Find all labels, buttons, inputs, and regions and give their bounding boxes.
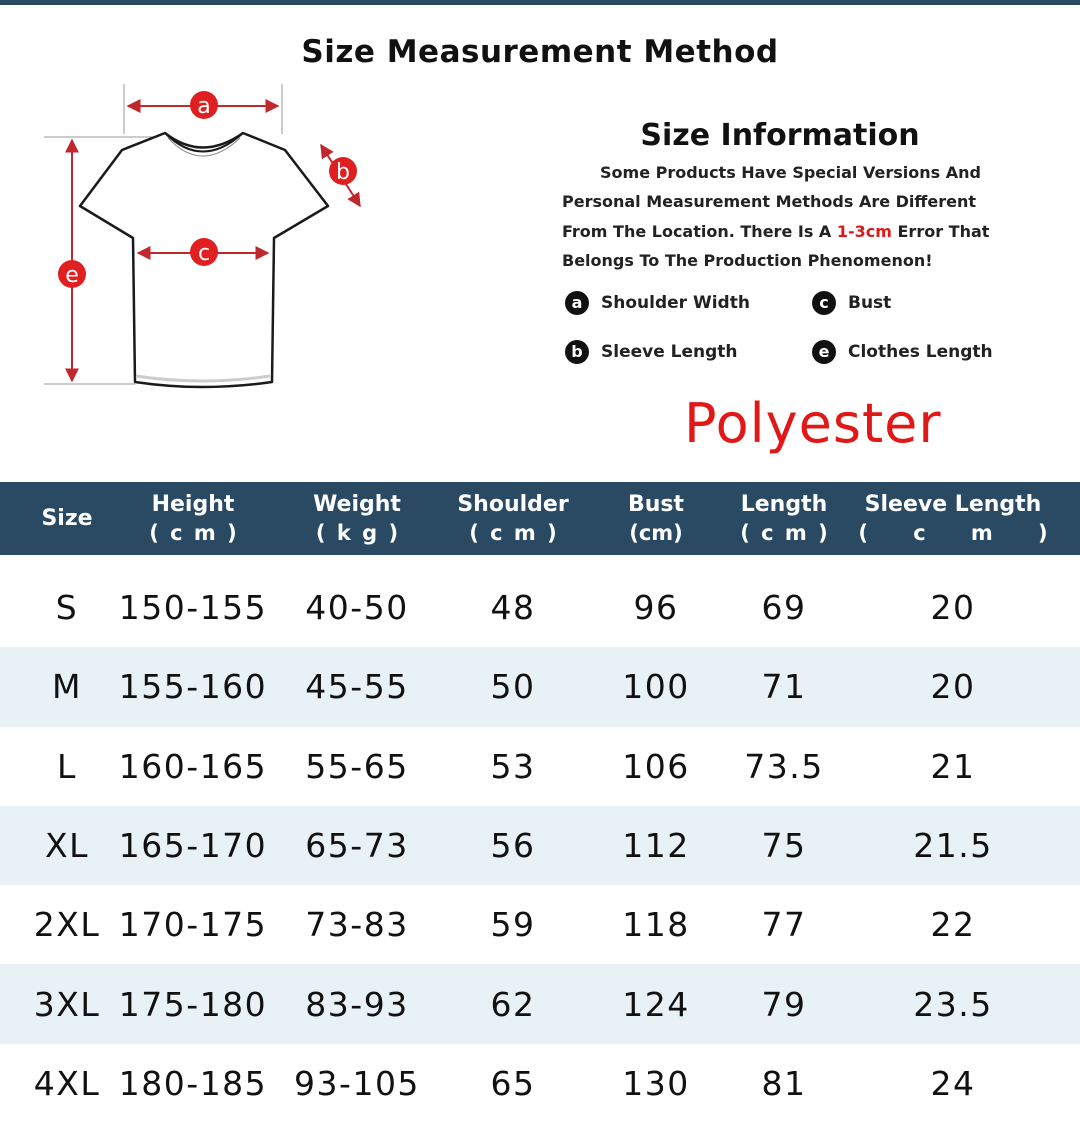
svg-text:a: a: [197, 94, 211, 119]
svg-text:b: b: [336, 160, 350, 185]
top-bar: [0, 0, 1080, 5]
label-b: [329, 157, 357, 185]
size-table-body: [0, 568, 1080, 1123]
table-cell: 170-175: [118, 905, 268, 945]
info-line-1: Some Products Have Special Versions And: [600, 163, 981, 182]
table-row: [0, 1044, 1080, 1123]
svg-text:e: e: [65, 263, 79, 288]
header-height: Height ( c m ): [149, 491, 237, 545]
legend-badge-c: c: [812, 291, 836, 315]
table-cell: 65-73: [305, 826, 409, 866]
table-cell: 59: [490, 905, 536, 945]
error-highlight: 1-3cm: [836, 221, 892, 241]
page-title: Size Measurement Method: [301, 34, 779, 70]
header-bust: Bust (cm): [627, 491, 685, 545]
table-row: [0, 727, 1080, 806]
table-cell: 21.5: [913, 826, 993, 866]
table-cell: 77: [761, 905, 807, 945]
table-cell: 150-155: [118, 588, 268, 628]
table-cell: M: [52, 667, 82, 707]
info-line-4: Belongs To The Production Phenomenon!: [562, 250, 933, 270]
info-line-2: Personal Measurement Methods Are Different: [562, 192, 976, 212]
table-cell: 45-55: [305, 667, 409, 707]
table-cell: 55-65: [305, 746, 409, 786]
table-cell: 24: [930, 1063, 976, 1103]
table-cell: S: [55, 588, 79, 628]
table-cell: 130: [622, 1063, 690, 1103]
legend-sleeve-length: b Sleeve Length: [565, 340, 738, 364]
table-cell: 112: [622, 826, 690, 866]
table-row: [0, 964, 1080, 1043]
label-a: [190, 91, 218, 119]
legend-shoulder-width: a Shoulder Width: [565, 291, 750, 315]
legend-badge-b: b: [565, 340, 589, 364]
table-cell: 83-93: [305, 984, 409, 1024]
tshirt-diagram: [30, 78, 370, 398]
size-information-text: [562, 158, 1012, 275]
header-length: Length ( c m ): [740, 491, 828, 545]
legend-clothes-length: e Clothes Length: [812, 340, 993, 364]
table-cell: 96: [633, 588, 679, 628]
table-cell: 73-83: [305, 905, 409, 945]
table-cell: XL: [45, 826, 89, 866]
table-cell: L: [57, 746, 77, 786]
label-c: [190, 238, 218, 266]
table-cell: 53: [490, 746, 536, 786]
label-e: [58, 260, 86, 288]
table-cell: 23.5: [913, 984, 993, 1024]
table-cell: 75: [761, 826, 807, 866]
table-cell: 175-180: [118, 984, 268, 1024]
table-row: [0, 568, 1080, 647]
table-cell: 100: [622, 667, 690, 707]
table-cell: 180-185: [118, 1063, 268, 1103]
table-cell: 124: [622, 984, 690, 1024]
table-cell: 20: [930, 667, 976, 707]
table-cell: 2XL: [33, 905, 101, 945]
table-cell: 71: [761, 667, 807, 707]
table-row: [0, 885, 1080, 964]
table-cell: 106: [622, 746, 690, 786]
table-cell: 4XL: [33, 1063, 101, 1103]
header-size: Size: [41, 505, 93, 531]
table-cell: 20: [930, 588, 976, 628]
table-cell: 65: [490, 1063, 536, 1103]
table-cell: 155-160: [118, 667, 268, 707]
legend-bust: c Bust: [812, 291, 891, 315]
table-cell: 69: [761, 588, 807, 628]
table-cell: 21: [930, 746, 976, 786]
size-table-header: [0, 482, 1080, 555]
header-weight: Weight ( k g ): [313, 491, 401, 545]
table-cell: 79: [761, 984, 807, 1024]
header-sleeve-length: Sleeve Length ( c m ): [858, 491, 1048, 545]
table-cell: 22: [930, 905, 976, 945]
table-row: [0, 647, 1080, 726]
svg-text:c: c: [197, 241, 211, 266]
table-row: [0, 806, 1080, 885]
table-cell: 48: [490, 588, 536, 628]
table-cell: 81: [761, 1063, 807, 1103]
size-information-title: Size Information: [640, 118, 920, 153]
table-cell: 73.5: [744, 746, 824, 786]
table-cell: 62: [490, 984, 536, 1024]
legend-badge-e: e: [812, 340, 836, 364]
table-cell: 3XL: [33, 984, 101, 1024]
table-cell: 56: [490, 826, 536, 866]
table-cell: 40-50: [305, 588, 409, 628]
header-shoulder: Shoulder ( c m ): [457, 491, 569, 545]
table-cell: 50: [490, 667, 536, 707]
material-label: Polyester: [684, 392, 942, 455]
table-cell: 93-105: [294, 1063, 420, 1103]
table-cell: 160-165: [118, 746, 268, 786]
info-line-3: From The Location. There Is A 1-3cm Error That: [562, 221, 990, 241]
legend-badge-a: a: [565, 291, 589, 315]
table-cell: 165-170: [118, 826, 268, 866]
table-cell: 118: [622, 905, 690, 945]
